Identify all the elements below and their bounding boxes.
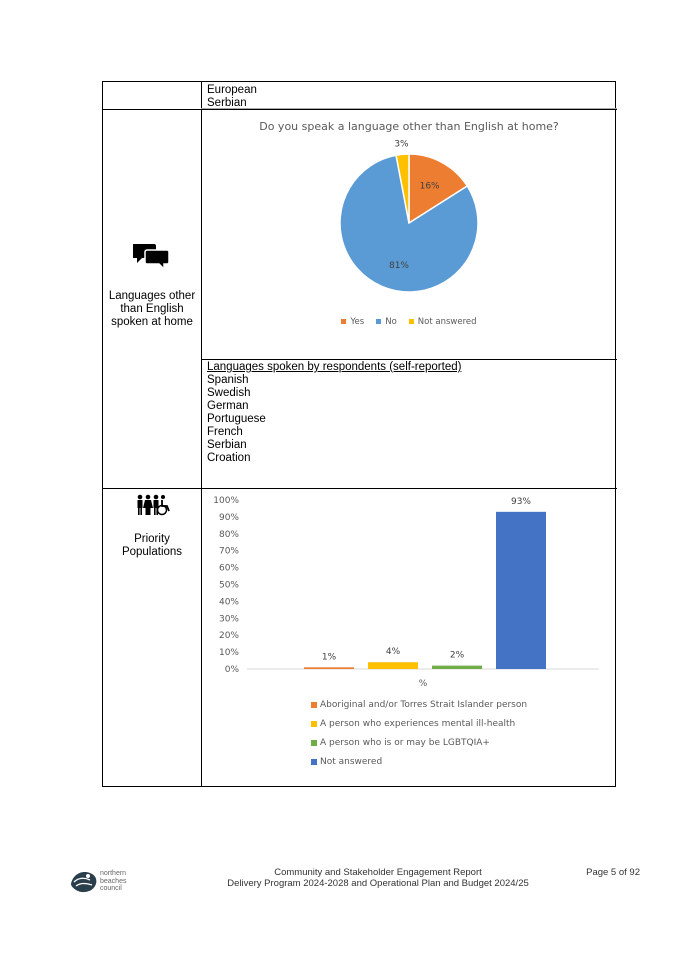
language-item: Portuguese bbox=[207, 413, 266, 425]
footer-title bbox=[200, 867, 556, 889]
bar-legend-item bbox=[311, 696, 527, 715]
label-line: spoken at home bbox=[111, 316, 193, 328]
bar-legend-item bbox=[311, 715, 527, 734]
council-logo-text bbox=[100, 870, 126, 893]
y-tick-label: 30% bbox=[218, 614, 239, 625]
top-cell-text bbox=[207, 84, 257, 110]
languages-list-heading: Languages spoken by respondents (self-reported) bbox=[207, 361, 462, 373]
legend-label: Not answered bbox=[417, 317, 477, 327]
legend-label: Aboriginal and/or Torres Strait Islander person bbox=[320, 700, 528, 710]
top-cell-line: Serbian bbox=[207, 97, 247, 109]
logo-line: beaches bbox=[100, 877, 127, 885]
language-item: Croation bbox=[207, 452, 251, 464]
data-table bbox=[102, 81, 616, 787]
legend-swatch bbox=[311, 721, 317, 727]
legend-label: Yes bbox=[350, 317, 365, 327]
pie-legend bbox=[201, 317, 617, 327]
languages-list-items bbox=[207, 374, 461, 465]
language-item: German bbox=[207, 400, 249, 412]
logo-line: northern bbox=[100, 870, 127, 877]
y-tick-label: 90% bbox=[218, 512, 239, 523]
legend-label: A person who experiences mental ill-health bbox=[320, 719, 516, 729]
y-tick-label: 70% bbox=[218, 546, 239, 557]
legend-swatch bbox=[311, 702, 317, 708]
bar-data-label: 4% bbox=[385, 647, 401, 658]
table-row-divider bbox=[201, 359, 617, 360]
council-logo-icon bbox=[68, 866, 100, 896]
y-tick-label: 50% bbox=[218, 580, 239, 591]
legend-swatch bbox=[376, 319, 381, 324]
table-row-divider bbox=[103, 488, 617, 489]
pie-legend-item bbox=[341, 317, 364, 327]
y-tick-label: 80% bbox=[218, 529, 239, 540]
pie-data-label: 16% bbox=[419, 181, 440, 192]
bar-2 bbox=[368, 662, 418, 669]
language-item: Serbian bbox=[207, 439, 247, 451]
bar-chart bbox=[201, 492, 617, 692]
pie-legend-item bbox=[376, 317, 397, 327]
people-accessibility-icon bbox=[136, 494, 170, 516]
legend-swatch bbox=[341, 319, 346, 324]
pie-data-label: 3% bbox=[394, 139, 409, 150]
bar-legend-item bbox=[311, 753, 527, 772]
label-line: than English bbox=[120, 303, 184, 315]
bar-data-label: 1% bbox=[321, 652, 337, 663]
label-line: Populations bbox=[121, 546, 183, 558]
bar-4 bbox=[496, 512, 546, 669]
legend-label: Not answered bbox=[320, 757, 383, 767]
bar-legend bbox=[311, 696, 527, 772]
y-tick-label: 60% bbox=[218, 563, 239, 574]
label-line: Priority bbox=[134, 533, 170, 545]
footer-title-line: Community and Stakeholder Engagement Report bbox=[274, 867, 482, 878]
legend-swatch bbox=[311, 759, 317, 765]
legend-label: A person who is or may be LGBTQIA+ bbox=[320, 738, 490, 748]
languages-label bbox=[103, 290, 201, 329]
languages-list bbox=[207, 361, 461, 465]
language-item: Swedish bbox=[207, 387, 251, 399]
y-tick-label: 100% bbox=[213, 496, 239, 506]
pie-legend-item bbox=[409, 317, 477, 327]
y-tick-label: 10% bbox=[218, 648, 239, 659]
table-row-divider bbox=[103, 109, 617, 110]
top-cell-line: European bbox=[207, 84, 257, 96]
bar-3 bbox=[432, 666, 482, 669]
label-line: Languages other bbox=[108, 290, 196, 302]
legend-swatch bbox=[311, 740, 317, 746]
pie-chart-title: Do you speak a language other than English at home? bbox=[259, 120, 559, 133]
pie-data-label: 81% bbox=[388, 261, 410, 271]
bar-data-label: 93% bbox=[510, 496, 532, 507]
speech-bubbles-icon bbox=[133, 242, 171, 270]
y-tick-label: 0% bbox=[224, 665, 239, 675]
language-item: Spanish bbox=[207, 374, 249, 386]
bar-legend-item bbox=[311, 734, 527, 753]
bar-1 bbox=[304, 667, 354, 669]
y-tick-label: 40% bbox=[218, 597, 239, 608]
logo-line: council bbox=[100, 885, 122, 892]
page-number: Page 5 of 92 bbox=[586, 867, 640, 878]
footer-title-line: Delivery Program 2024-2028 and Operational Plan and Budget 2024/25 bbox=[227, 878, 529, 889]
y-tick-label: 20% bbox=[218, 631, 239, 642]
bar-data-label: 2% bbox=[449, 650, 465, 661]
pie-chart bbox=[201, 137, 617, 337]
priority-label bbox=[103, 533, 201, 559]
x-axis-label: % bbox=[418, 679, 428, 689]
legend-swatch bbox=[409, 319, 414, 324]
legend-label: No bbox=[385, 317, 397, 327]
language-item: French bbox=[207, 426, 243, 438]
